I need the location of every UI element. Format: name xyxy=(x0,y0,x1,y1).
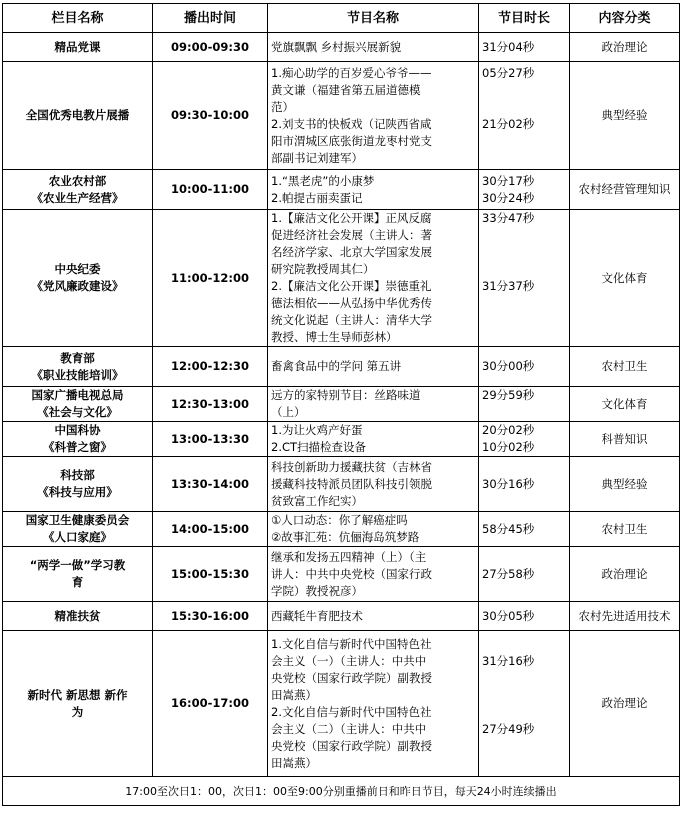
duration-value: 30分05秒 xyxy=(482,608,535,623)
duration-cell xyxy=(479,602,570,631)
program-name-cell xyxy=(268,631,479,777)
duration-value xyxy=(482,704,566,721)
duration-value xyxy=(482,755,566,772)
program-name-cell xyxy=(268,170,479,210)
program-name-cell xyxy=(268,62,479,170)
program-name-cell xyxy=(268,602,479,631)
category-cell: 农村卫生 xyxy=(570,347,680,387)
table-row xyxy=(3,210,680,347)
header-category: 内容分类 xyxy=(570,4,680,33)
duration-cell xyxy=(479,33,570,62)
column-name-cell xyxy=(3,210,153,347)
table-row xyxy=(3,602,680,631)
program-line: 范） xyxy=(271,99,294,114)
air-time-cell: 13:30-14:00 xyxy=(153,457,268,512)
column-name-line: 育 xyxy=(71,575,84,589)
column-name-cell xyxy=(3,387,153,422)
duration-cell xyxy=(479,347,570,387)
program-line: ②故事汇苑：伉俪海岛筑梦路 xyxy=(271,530,420,544)
duration-value xyxy=(482,295,566,312)
duration-value xyxy=(482,670,566,687)
program-name-cell xyxy=(268,210,479,347)
air-time-cell: 09:00-09:30 xyxy=(153,33,268,62)
program-line: 教授、博士生导师彭林） xyxy=(271,330,398,344)
duration-value xyxy=(482,150,566,167)
duration-value: 20分02秒 xyxy=(482,423,535,437)
table-row xyxy=(3,457,680,512)
header-row xyxy=(3,4,680,33)
column-name-line: 为 xyxy=(71,704,84,719)
duration-value xyxy=(482,583,566,600)
program-line: 1.【廉洁文化公开课】正风反腐 xyxy=(271,211,432,225)
duration-cell xyxy=(479,62,570,170)
program-line: 央党校（国家行政学院）副教授 xyxy=(271,738,432,753)
table-row xyxy=(3,547,680,602)
air-time-cell: 11:00-12:00 xyxy=(153,210,268,347)
duration-value: 58分45秒 xyxy=(482,521,535,536)
duration-value: 21分02秒 xyxy=(482,116,535,131)
column-name-line: 全国优秀电教片展播 xyxy=(25,108,130,122)
column-name-cell xyxy=(3,170,153,210)
program-name-cell xyxy=(268,422,479,457)
table-row xyxy=(3,422,680,457)
program-name-cell xyxy=(268,457,479,512)
column-name-line: 农业农村部 xyxy=(48,173,107,188)
duration-value xyxy=(482,636,566,653)
column-name-line: “两学一做”学习教 xyxy=(29,558,126,572)
column-name-cell xyxy=(3,547,153,602)
air-time-cell: 15:30-16:00 xyxy=(153,602,268,631)
duration-value: 27分49秒 xyxy=(482,721,535,736)
duration-cell xyxy=(479,457,570,512)
program-line: 德法相依——从弘扬中华优秀传 xyxy=(271,296,432,310)
duration-cell xyxy=(479,631,570,777)
air-time-cell: 10:00-11:00 xyxy=(153,170,268,210)
program-line: 1.文化自信与新时代中国特色社 xyxy=(271,636,432,651)
column-name-cell xyxy=(3,62,153,170)
program-line: 贫致富工作纪实） xyxy=(271,493,363,508)
duration-value: 30分24秒 xyxy=(482,190,535,205)
column-name-line: 《人口家庭》 xyxy=(43,530,112,544)
table-row xyxy=(3,347,680,387)
duration-value xyxy=(482,82,566,99)
column-name-line: 《社会与文化》 xyxy=(37,405,118,419)
duration-value: 31分16秒 xyxy=(482,653,535,668)
program-line: 名经济学家、北京大学国家发展 xyxy=(271,245,432,259)
category-cell: 典型经验 xyxy=(570,62,680,170)
header-duration: 节目时长 xyxy=(479,4,570,33)
table-row xyxy=(3,631,680,777)
duration-value: 33分47秒 xyxy=(482,211,535,225)
air-time-cell: 12:30-13:00 xyxy=(153,387,268,422)
footer-note: 17:00至次日1：00，次日1：00至9:00分别重播前日和昨日节目，每天24小时连续播出 xyxy=(3,777,680,806)
program-line: 部副书记刘建军） xyxy=(271,150,363,165)
program-line: 畜禽食品中的学问 第五讲 xyxy=(271,359,402,373)
program-line: 1.“黑老虎”的小康梦 xyxy=(271,173,375,188)
column-name-cell xyxy=(3,512,153,547)
air-time-cell: 14:00-15:00 xyxy=(153,512,268,547)
category-cell: 科普知识 xyxy=(570,422,680,457)
column-name-cell xyxy=(3,602,153,631)
program-line: 田嵩燕） xyxy=(271,755,317,770)
program-line: 2.【廉洁文化公开课】崇德重礼 xyxy=(271,279,432,293)
header-air-time: 播出时间 xyxy=(153,4,268,33)
program-line: 黄文谦（福建省第五届道德模 xyxy=(271,82,421,97)
duration-value xyxy=(482,687,566,704)
program-line: 2.CT扫描检查设备 xyxy=(271,440,367,454)
air-time-cell: 16:00-17:00 xyxy=(153,631,268,777)
program-name-cell xyxy=(268,347,479,387)
category-cell: 政治理论 xyxy=(570,631,680,777)
table-row xyxy=(3,33,680,62)
footer-row xyxy=(3,777,680,806)
category-cell: 农村先进适用技术 xyxy=(570,602,680,631)
program-line: 援藏科技特派员团队科技引领脱 xyxy=(271,476,432,491)
duration-value: 10分02秒 xyxy=(482,440,535,454)
duration-value xyxy=(482,549,566,566)
duration-value xyxy=(482,99,566,116)
program-line: 田嵩燕） xyxy=(271,687,317,702)
program-line: 西藏牦牛育肥技术 xyxy=(271,608,363,623)
duration-cell xyxy=(479,547,570,602)
column-name-line: 教育部 xyxy=(60,350,95,365)
column-name-cell xyxy=(3,631,153,777)
schedule-table xyxy=(2,3,680,806)
category-cell: 农村经营管理知识 xyxy=(570,170,680,210)
duration-value: 31分37秒 xyxy=(482,279,535,293)
column-name-line: 精品党课 xyxy=(54,39,101,54)
column-name-cell xyxy=(3,347,153,387)
air-time-cell: 12:00-12:30 xyxy=(153,347,268,387)
category-cell: 典型经验 xyxy=(570,457,680,512)
duration-value xyxy=(482,404,566,421)
column-name-line: 《职业技能培训》 xyxy=(31,367,124,382)
duration-value: 05分27秒 xyxy=(482,65,535,80)
program-name-cell xyxy=(268,33,479,62)
column-name-line: 新时代 新思想 新作 xyxy=(27,687,128,702)
duration-value xyxy=(482,738,566,755)
program-line: 1.痴心助学的百岁爱心爷爷—— xyxy=(271,65,432,80)
column-name-line: 国家卫生健康委员会 xyxy=(25,513,130,527)
program-line: 2.文化自信与新时代中国特色社 xyxy=(271,704,432,719)
column-name-cell xyxy=(3,457,153,512)
air-time-cell: 15:00-15:30 xyxy=(153,547,268,602)
column-name-line: 《党风廉政建设》 xyxy=(31,279,124,293)
duration-cell xyxy=(479,210,570,347)
column-name-line: 《农业生产经营》 xyxy=(31,190,124,205)
duration-cell xyxy=(479,387,570,422)
duration-value xyxy=(482,227,566,244)
program-name-cell xyxy=(268,547,479,602)
air-time-cell: 13:00-13:30 xyxy=(153,422,268,457)
category-cell: 文化体育 xyxy=(570,387,680,422)
category-cell: 政治理论 xyxy=(570,33,680,62)
duration-value xyxy=(482,459,566,476)
header-column-name: 栏目名称 xyxy=(3,4,153,33)
program-line: 2.帕提古丽卖蛋记 xyxy=(271,190,363,205)
duration-value: 27分58秒 xyxy=(482,566,535,581)
table-row xyxy=(3,387,680,422)
header-program-name: 节目名称 xyxy=(268,4,479,33)
column-name-cell xyxy=(3,422,153,457)
column-name-line: 《科技与应用》 xyxy=(37,485,118,499)
program-name-cell xyxy=(268,387,479,422)
program-line: 2.刘支书的快板戏（记陕西省咸 xyxy=(271,116,432,131)
column-name-line: 中央纪委 xyxy=(54,262,101,276)
column-name-line: 科技部 xyxy=(60,468,95,482)
column-name-line: 《科普之窗》 xyxy=(43,440,112,454)
program-line: 继承和发扬五四精神（上）（主 xyxy=(271,549,427,564)
column-name-line: 国家广播电视总局 xyxy=(31,388,124,402)
table-row xyxy=(3,62,680,170)
duration-value: 30分00秒 xyxy=(482,359,535,373)
program-line: 科技创新助力援藏扶贫（吉林省 xyxy=(271,459,432,474)
program-line: 促进经济社会发展（主讲人：著 xyxy=(271,228,432,242)
duration-value: 31分04秒 xyxy=(482,39,535,54)
duration-cell xyxy=(479,170,570,210)
duration-cell xyxy=(479,512,570,547)
program-line: 研究院教授周其仁） xyxy=(271,262,375,276)
program-line: 远方的家特别节目：丝路味道 xyxy=(271,388,421,402)
program-line: 学院）教授祝彦） xyxy=(271,583,363,598)
duration-value xyxy=(482,133,566,150)
air-time-cell: 09:30-10:00 xyxy=(153,62,268,170)
program-line: 统文化说起（主讲人：清华大学 xyxy=(271,313,432,327)
table-row xyxy=(3,170,680,210)
table-row xyxy=(3,512,680,547)
program-line: ①人口动态：你了解癌症吗 xyxy=(271,513,408,527)
program-name-cell xyxy=(268,512,479,547)
category-cell: 文化体育 xyxy=(570,210,680,347)
program-line: 1.为让火鸡产好蛋 xyxy=(271,423,363,437)
column-name-cell xyxy=(3,33,153,62)
program-line: 讲人：中共中央党校（国家行政 xyxy=(271,566,432,581)
program-line: （上） xyxy=(271,405,306,419)
column-name-line: 中国科协 xyxy=(54,423,101,437)
program-line: 党旗飘飘 乡村振兴展新貌 xyxy=(271,39,402,54)
duration-value xyxy=(482,312,566,329)
duration-value xyxy=(482,261,566,278)
schedule-body xyxy=(3,33,680,777)
program-line: 阳市渭城区底张街道龙枣村党支 xyxy=(271,133,432,148)
duration-value xyxy=(482,493,566,510)
column-name-line: 精准扶贫 xyxy=(54,608,101,623)
program-line: 会主义（二）（主讲人：中共中 xyxy=(271,721,427,736)
duration-value: 30分17秒 xyxy=(482,173,535,188)
category-cell: 农村卫生 xyxy=(570,512,680,547)
program-line: 会主义（一）（主讲人：中共中 xyxy=(271,653,427,668)
duration-value: 30分16秒 xyxy=(482,476,535,491)
program-line: 央党校（国家行政学院）副教授 xyxy=(271,670,432,685)
duration-value xyxy=(482,244,566,261)
category-cell: 政治理论 xyxy=(570,547,680,602)
duration-value xyxy=(482,329,566,346)
duration-cell xyxy=(479,422,570,457)
duration-value: 29分59秒 xyxy=(482,388,535,402)
